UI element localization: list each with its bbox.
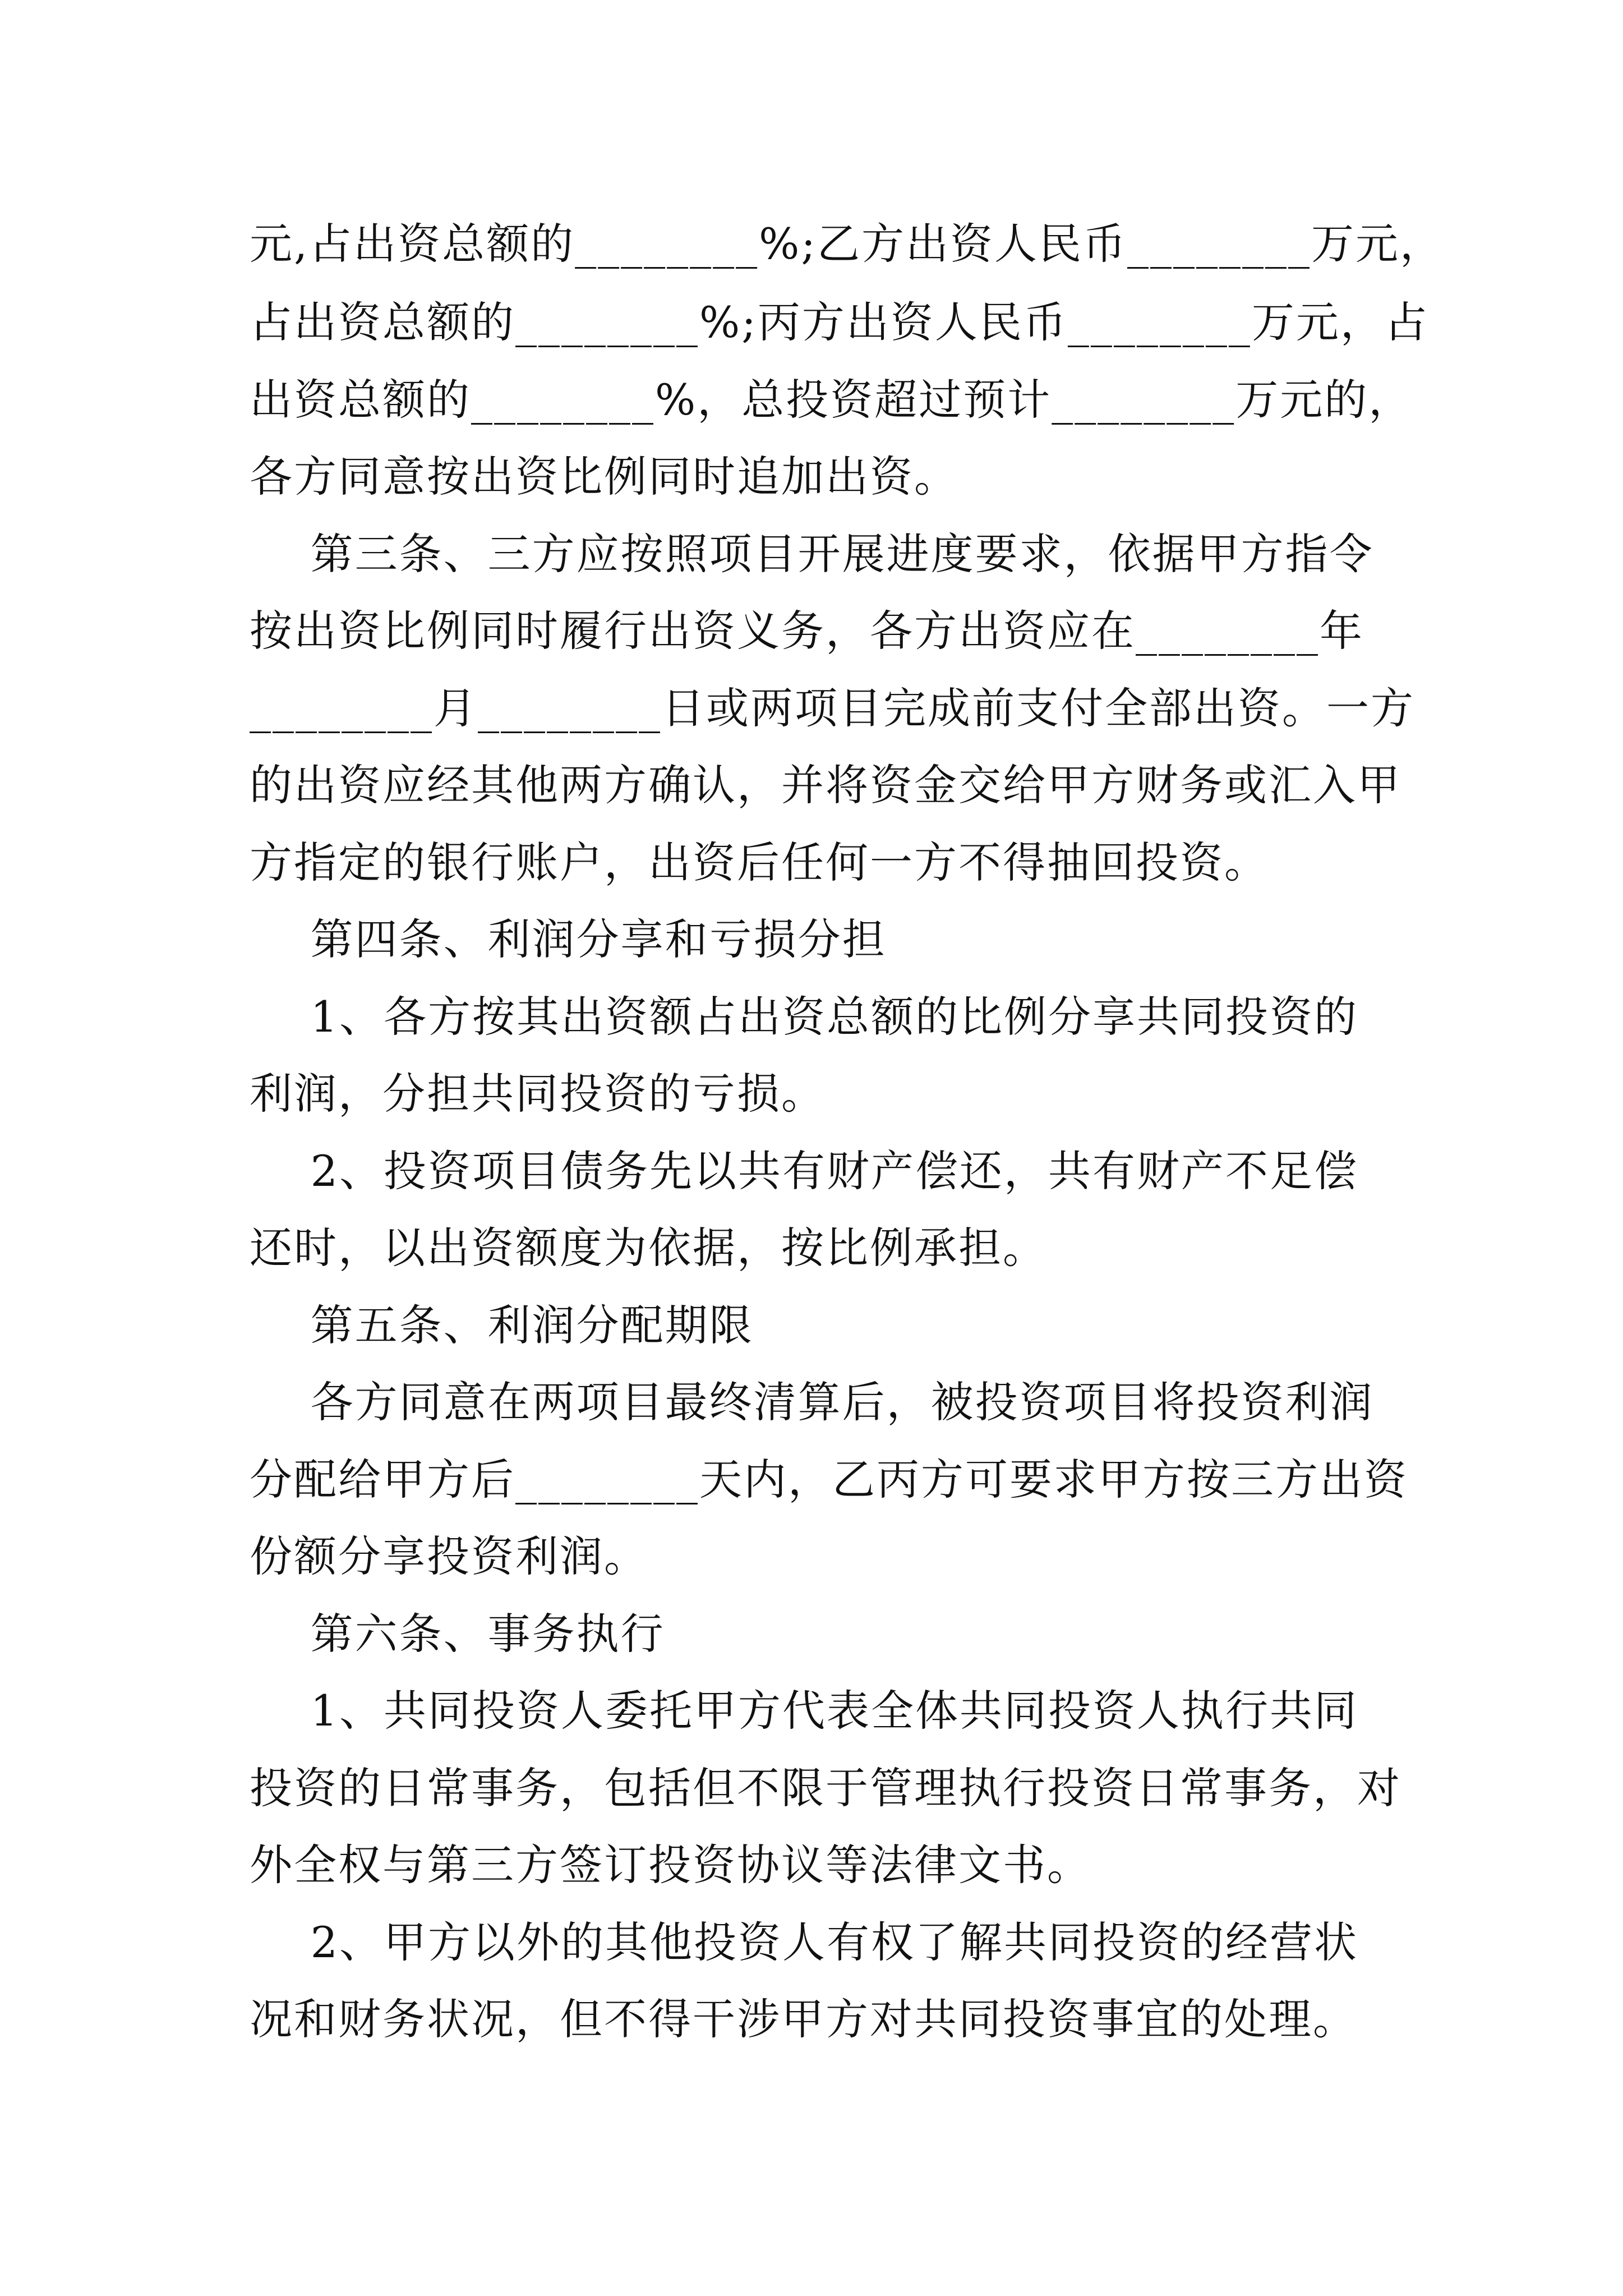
text-line: 1、共同投资人委托甲方代表全体共同投资人执行共同 xyxy=(250,1686,1358,1736)
text-line: 的出资应经其他两方确认，并将资金交给甲方财务或汇入甲 xyxy=(250,760,1401,810)
text-line: 各方同意按出资比例同时追加出资。 xyxy=(250,452,958,501)
text-line: 元,占出资总额的________%;乙方出资人民币________万元， xyxy=(250,219,1444,269)
text-line: 投资的日常事务，包括但不限于管理执行投资日常事务，对 xyxy=(250,1763,1401,1813)
section-heading: 第六条、事务执行 xyxy=(250,1609,665,1659)
text-line: 利润，分担共同投资的亏损。 xyxy=(250,1069,826,1119)
text-line: 各方同意在两项目最终清算后，被投资项目将投资利润 xyxy=(250,1377,1374,1427)
text-line: 况和财务状况，但不得干涉甲方对共同投资事宜的处理。 xyxy=(250,1994,1357,2044)
section-heading: 第五条、利润分配期限 xyxy=(250,1300,754,1350)
text-line: ________月________日或两项目完成前支付全部出资。一方 xyxy=(250,683,1415,733)
text-line: 按出资比例同时履行出资义务，各方出资应在________年 xyxy=(250,606,1364,656)
text-line: 占出资总额的________%;丙方出资人民币________万元，占 xyxy=(250,297,1429,347)
text-line: 2、甲方以外的其他投资人有权了解共同投资的经营状 xyxy=(250,1917,1358,1967)
text-line: 2、投资项目债务先以共有财产偿还，共有财产不足偿 xyxy=(250,1146,1358,1196)
section-heading: 第四条、利润分享和亏损分担 xyxy=(250,914,887,964)
text-line: 还时，以出资额度为依据，按比例承担。 xyxy=(250,1223,1047,1273)
text-line: 分配给甲方后________天内，乙丙方可要求甲方按三方出资 xyxy=(250,1455,1408,1504)
text-line: 方指定的银行账户，出资后任何一方不得抽回投资。 xyxy=(250,838,1269,887)
text-line: 份额分享投资利润。 xyxy=(250,1531,648,1581)
text-line: 外全权与第三方签订投资协议等法律文书。 xyxy=(250,1840,1091,1890)
text-line: 出资总额的________%，总投资超过预计________万元的， xyxy=(250,375,1413,425)
text-line: 1、各方按其出资额占出资总额的比例分享共同投资的 xyxy=(250,992,1358,1042)
text-line: 第三条、三方应按照项目开展进度要求，依据甲方指令 xyxy=(250,529,1374,579)
